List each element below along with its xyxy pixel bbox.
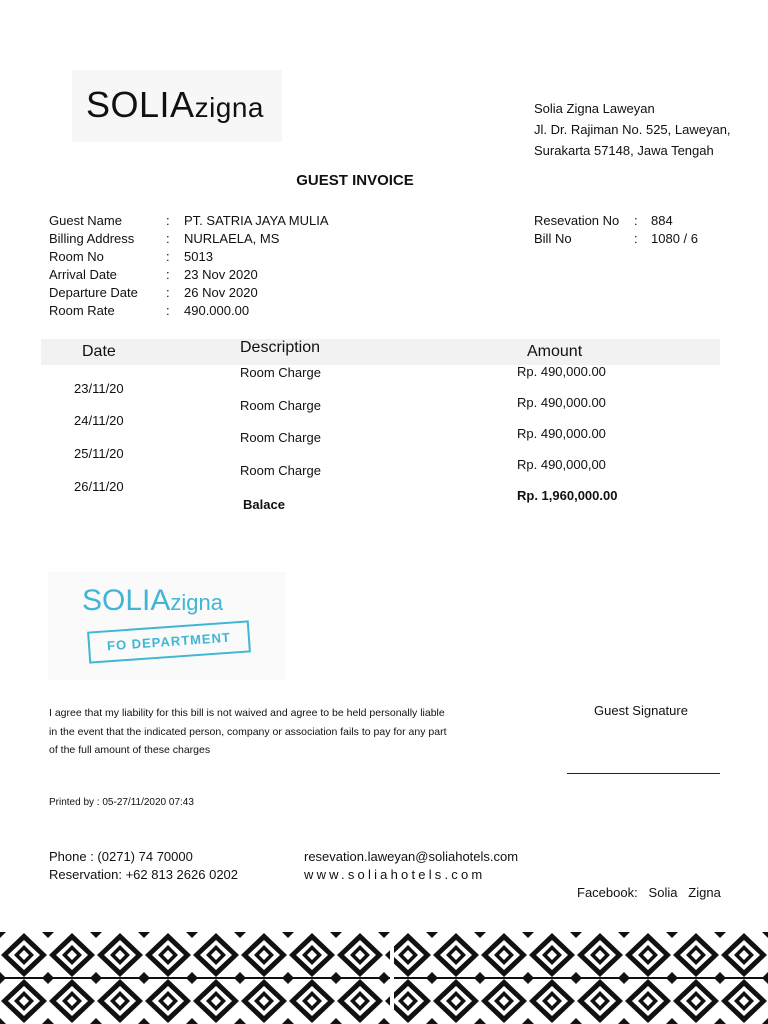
disclaimer-line: in the event that the indicated person, company or association fails to pay for any part	[49, 725, 447, 738]
separator: :	[166, 249, 170, 264]
room-no-value: 5013	[184, 249, 213, 264]
row-amount: Rp. 490,000.00	[517, 364, 606, 379]
stamp-logo	[82, 584, 223, 618]
row-amount: Rp. 490,000,00	[517, 457, 606, 472]
row-amount: Rp. 490,000.00	[517, 426, 606, 441]
billing-address-label: Billing Address	[49, 231, 135, 246]
bill-no-value: 1080 / 6	[651, 231, 698, 246]
room-rate-value: 490.000.00	[184, 303, 250, 318]
logo-brand-main: SOLIA	[86, 84, 195, 125]
date-header: Date	[82, 343, 116, 360]
room-rate-label: Room Rate	[49, 303, 115, 318]
signature-line	[567, 773, 720, 774]
room-no-label: Room No	[49, 249, 104, 264]
departure-date-value: 26 Nov 2020	[184, 285, 258, 300]
reservation-no-value: 884	[651, 213, 673, 228]
separator: :	[166, 285, 170, 300]
row-date: 25/11/20	[74, 446, 124, 461]
footer-reservation: Reservation: +62 813 2626 0202	[49, 867, 239, 882]
guest-name-value: PT. SATRIA JAYA MULIA	[184, 213, 329, 228]
reservation-no-label: Resevation No	[534, 213, 620, 228]
footer-website[interactable]: www.soliahotels.com	[304, 867, 486, 882]
description-header: Description	[240, 339, 321, 356]
disclaimer-line: of the full amount of these charges	[49, 744, 211, 756]
guest-signature-label: Guest Signature	[594, 703, 688, 718]
separator: :	[166, 267, 170, 282]
invoice-title: GUEST INVOICE	[296, 172, 414, 189]
logo-brand-sub: zigna	[194, 92, 264, 123]
row-date: 23/11/20	[74, 381, 124, 396]
hotel-logo	[72, 70, 282, 142]
footer-facebook[interactable]: Facebook: Solia Zigna	[577, 885, 721, 900]
logo-wordmark	[86, 84, 264, 126]
row-description: Room Charge	[240, 398, 321, 413]
row-description: Room Charge	[240, 430, 321, 445]
row-description: Room Charge	[240, 463, 321, 478]
address-line: Solia Zigna Laweyan	[534, 101, 655, 116]
separator: :	[166, 303, 170, 318]
disclaimer-line: I agree that my liability for this bill is not waived and agree to be held personally liable	[49, 707, 445, 719]
stamp-brand-main: SOLIA	[82, 584, 171, 617]
arrival-date-value: 23 Nov 2020	[184, 267, 258, 282]
amount-header: Amount	[527, 343, 583, 360]
departure-date-label: Departure Date	[49, 285, 138, 300]
decorative-diamond-pattern	[0, 932, 768, 1024]
address-line: Jl. Dr. Rajiman No. 525, Laweyan,	[534, 122, 731, 137]
footer-phone: Phone : (0271) 74 70000	[49, 849, 193, 864]
printed-by: Printed by : 05-27/11/2020 07:43	[49, 797, 194, 808]
billing-address-value: NURLAELA, MS	[184, 231, 280, 246]
separator: :	[166, 231, 170, 246]
hotel-address	[534, 98, 731, 161]
address-line: Surakarta 57148, Jawa Tengah	[534, 143, 714, 158]
footer-online	[304, 848, 518, 884]
guest-name-label: Guest Name	[49, 213, 122, 228]
separator: :	[634, 231, 638, 246]
row-amount: Rp. 490,000.00	[517, 395, 606, 410]
footer-email[interactable]: resevation.laweyan@soliahotels.com	[304, 849, 519, 864]
balance-label: Balace	[243, 497, 285, 512]
stamp-department: FO DEPARTMENT	[87, 620, 251, 663]
arrival-date-label: Arrival Date	[49, 267, 117, 282]
balance-amount: Rp. 1,960,000.00	[517, 488, 618, 503]
row-date: 24/11/20	[74, 413, 124, 428]
separator: :	[166, 213, 170, 228]
row-date: 26/11/20	[74, 479, 124, 494]
stamp-brand-sub: zigna	[170, 590, 223, 615]
fo-department-stamp	[48, 572, 286, 680]
liability-disclaimer	[49, 704, 469, 760]
footer-contact	[49, 848, 238, 884]
row-description: Room Charge	[240, 365, 321, 380]
separator: :	[634, 213, 638, 228]
table-header	[41, 339, 720, 365]
bill-no-label: Bill No	[534, 231, 572, 246]
